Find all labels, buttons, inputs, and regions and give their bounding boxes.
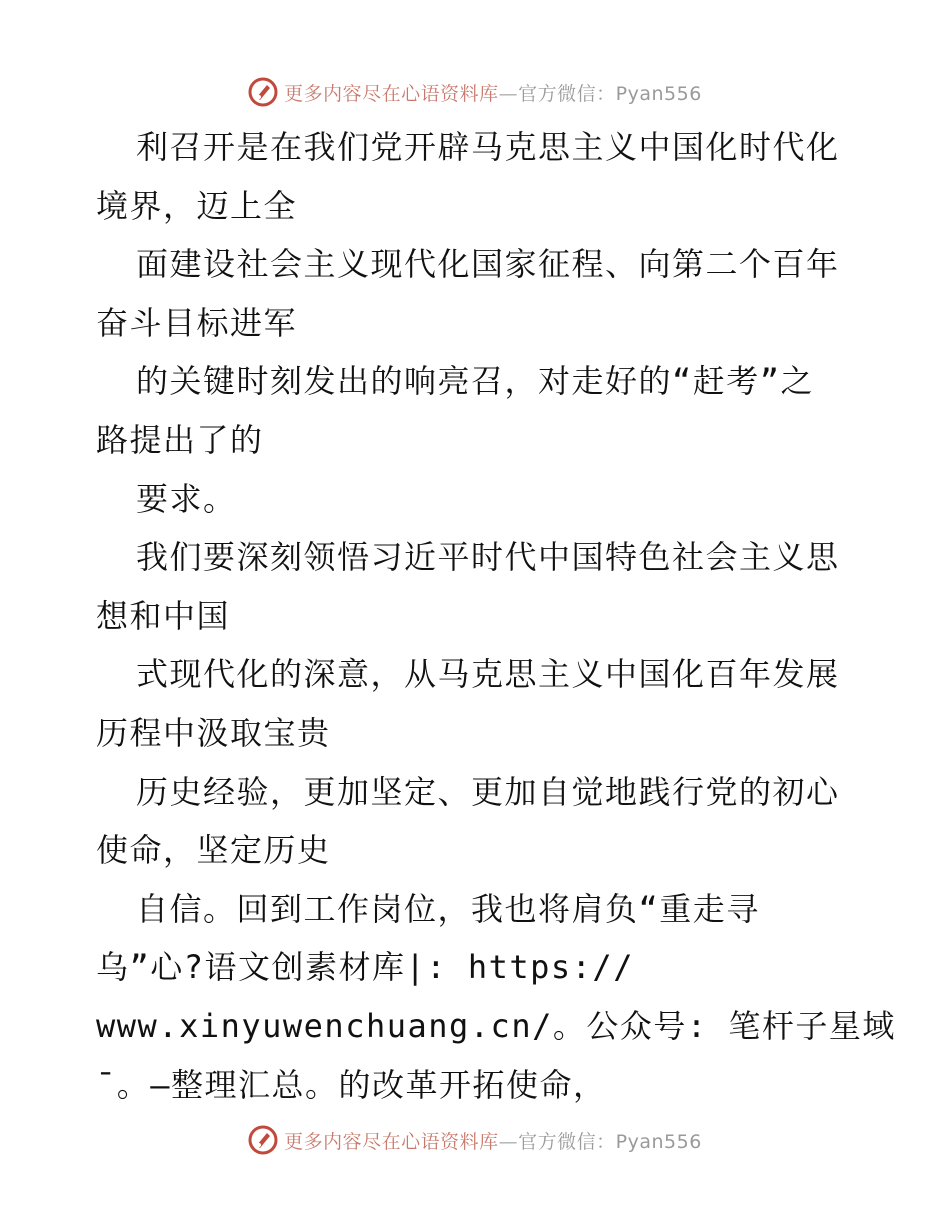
- text-line: www.xinyuwenchuang.cn/。公众号: 笔杆子星域: [96, 1006, 896, 1045]
- text-line: 使命，坚定历史: [96, 831, 331, 870]
- watermark-footer: [0, 1120, 950, 1160]
- text-line: 历程中汲取宝贵: [96, 713, 331, 752]
- watermark-contact: 官方微信：Pyan556: [518, 1130, 702, 1153]
- text-line: 利召开是在我们党开辟马克思主义中国化时代化: [136, 128, 840, 166]
- watermark-dash: —: [498, 1130, 519, 1153]
- text-line: 要求。: [136, 479, 237, 518]
- text-line: 的关键时刻发出的响亮召，对走好的“赶考”之: [136, 362, 815, 401]
- text-line: 自信。回到工作岗位，我也将肩负“重走寻: [136, 889, 760, 928]
- text-line: 式现代化的深意，从马克思主义中国化百年发展: [136, 655, 840, 694]
- text-line: 奋斗目标进军: [96, 303, 298, 342]
- logo-icon: [248, 77, 278, 107]
- watermark-contact: 官方微信：Pyan556: [518, 82, 702, 105]
- watermark-text: [284, 79, 702, 106]
- watermark-header: [0, 72, 950, 112]
- watermark-main: 更多内容尽在心语资料库: [284, 1130, 499, 1153]
- document-body: [96, 118, 896, 1114]
- text-line: 历史经验，更加坚定、更加自觉地践行党的初心: [136, 772, 840, 811]
- text-line: 乌”心?语文创素材库|: https://: [96, 948, 634, 987]
- logo-icon: [248, 1125, 278, 1155]
- text-line: 路提出了的: [96, 420, 264, 459]
- text-line: 境界，迈上全: [96, 186, 298, 225]
- text-line: ˉ。—整理汇总。的改革开拓使命，: [96, 1065, 607, 1104]
- text-line: 面建设社会主义现代化国家征程、向第二个百年: [136, 245, 840, 284]
- watermark-text: [284, 1127, 702, 1154]
- text-line: 想和中国: [96, 596, 231, 635]
- text-line: 我们要深刻领悟习近平时代中国特色社会主义思: [136, 538, 840, 577]
- watermark-dash: —: [498, 82, 519, 105]
- watermark-main: 更多内容尽在心语资料库: [284, 82, 499, 105]
